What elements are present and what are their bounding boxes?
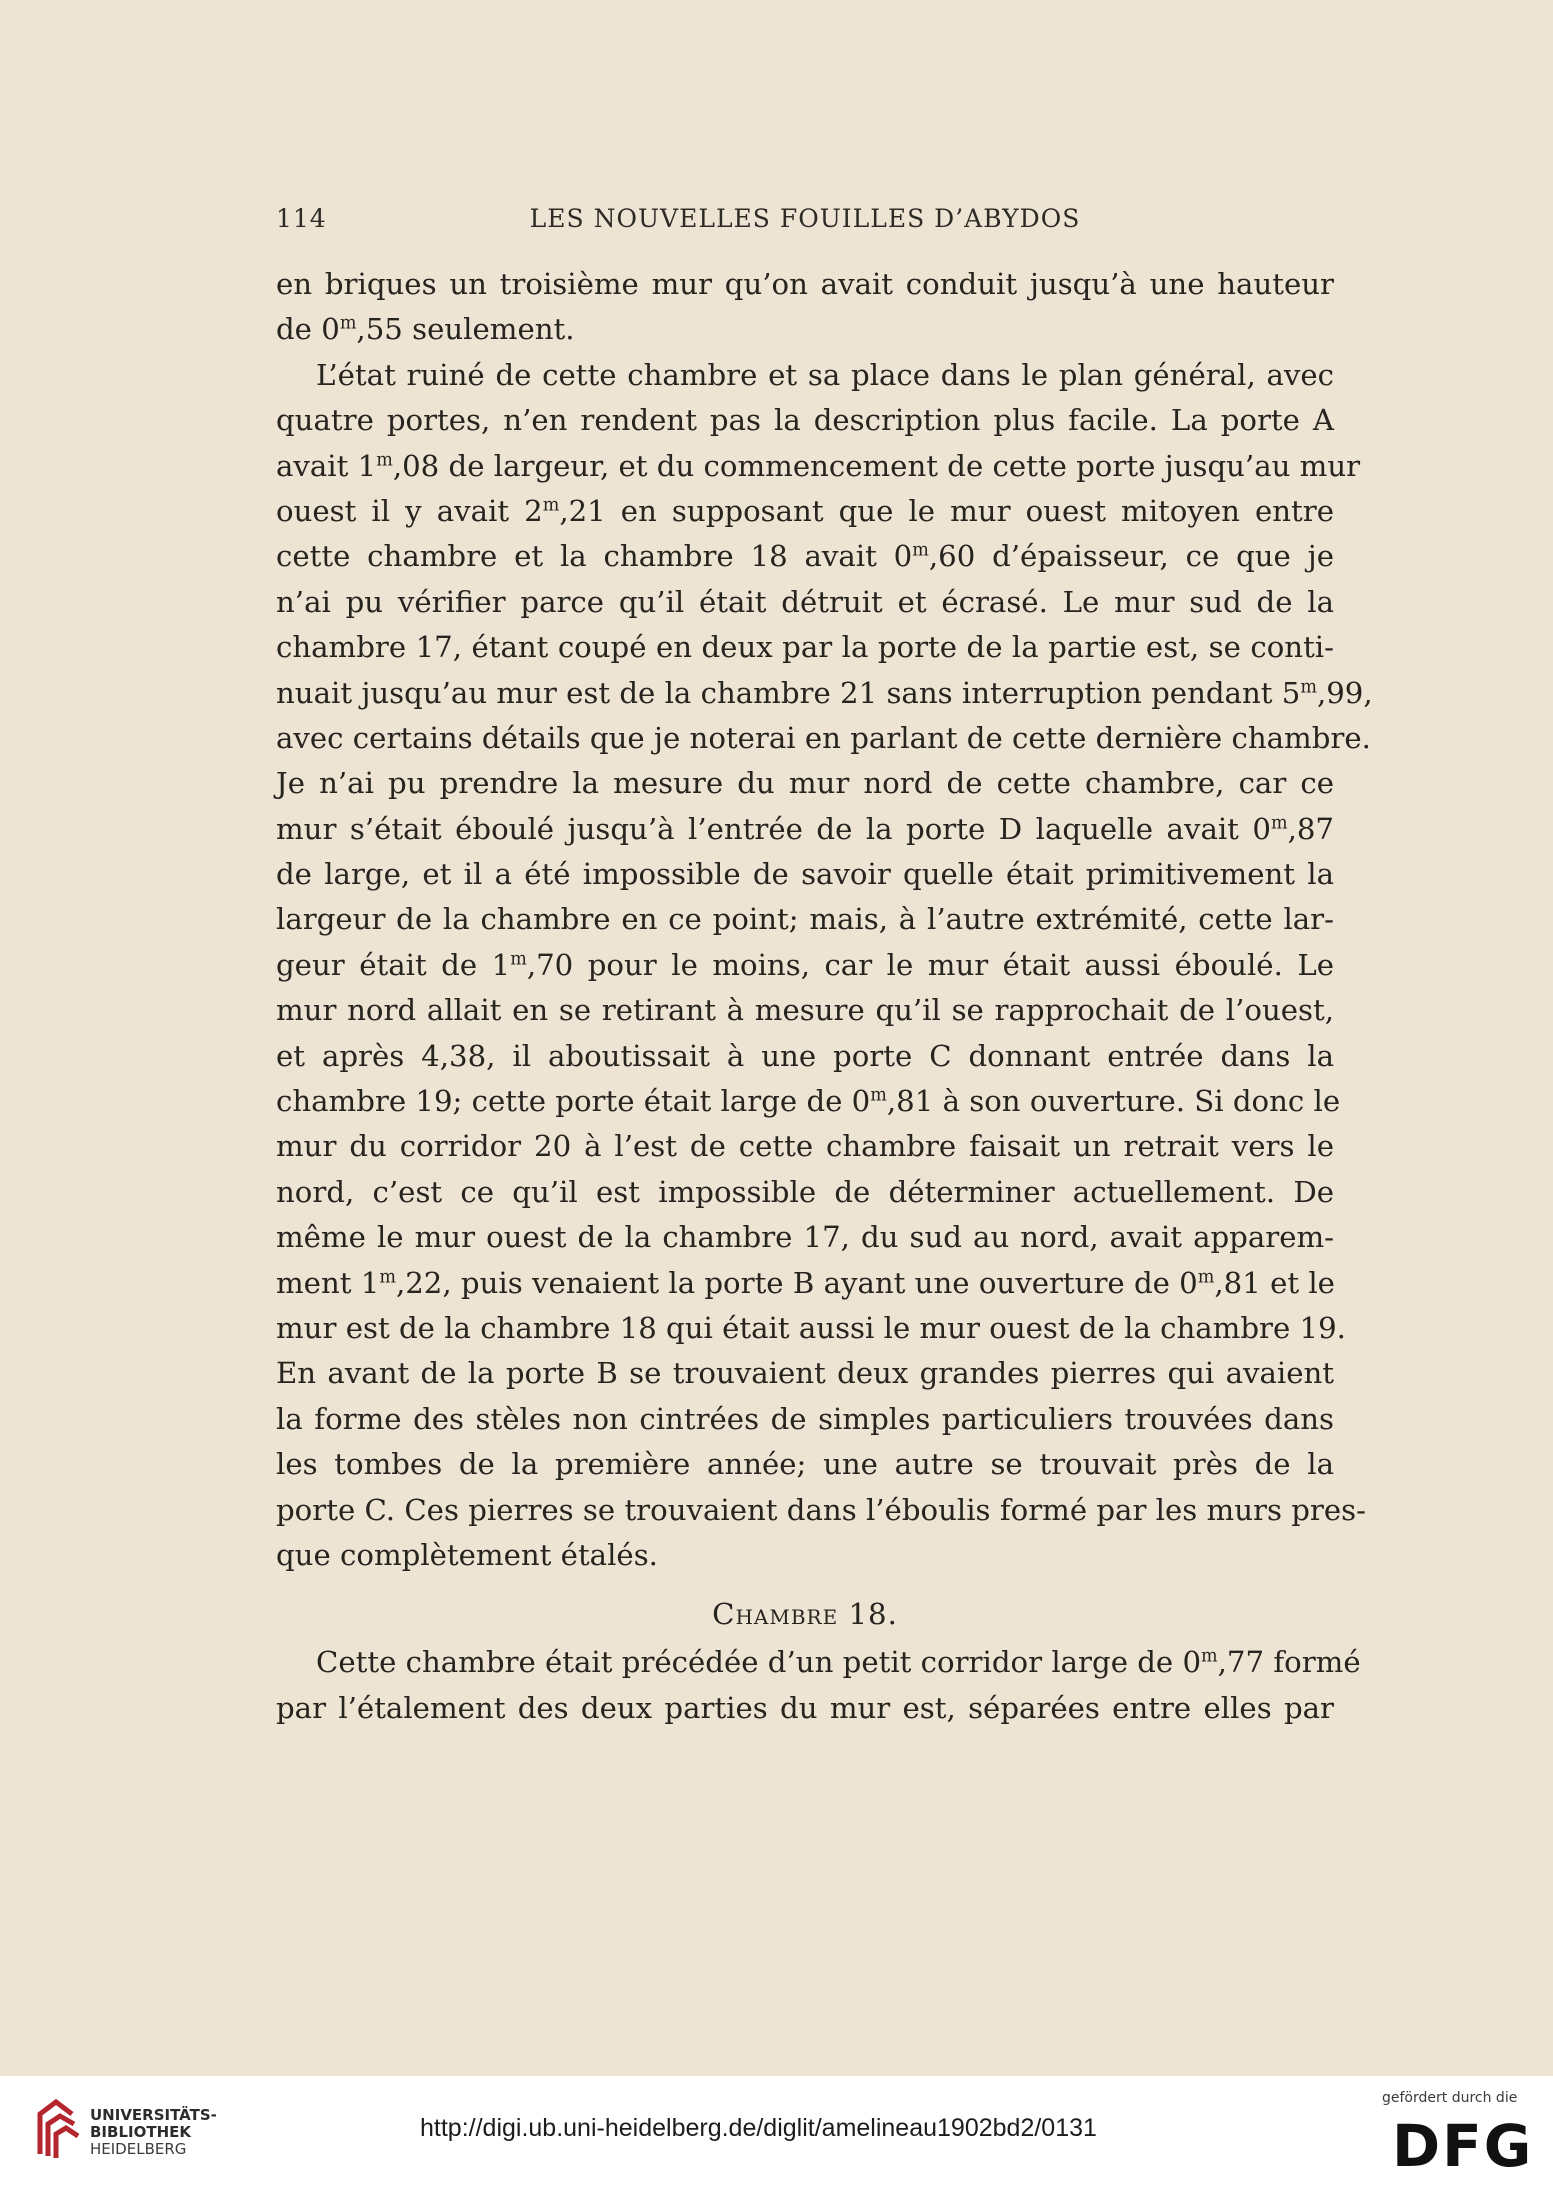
running-head — [276, 204, 1334, 238]
text-line: et après 4,38, il aboutissait à une porte C donnant entrée dans la — [276, 1038, 1334, 1073]
text-line: de large, et il a été impossible de savoir quelle était primitivement la — [276, 857, 1334, 892]
body-text — [276, 262, 1373, 1731]
text-line: chambre 17, étant coupé en deux par la porte de la partie est, se conti- — [276, 630, 1334, 665]
text-line: même le mur ouest de la chambre 17, du sud au nord, avait apparem- — [276, 1220, 1334, 1255]
text-line: avait 1$^m$,08 de largeur, et du commencement de cette porte jusqu’au mur — [276, 448, 1361, 483]
university-library-logo-icon — [34, 2094, 82, 2162]
text-line: mur nord allait en se retirant à mesure qu’il se rapprochait de l’ouest, — [276, 993, 1334, 1028]
text-line: ment 1$^m$,22, puis venaient la porte B ayant une ouverture de 0$^m$,81 et le — [276, 1265, 1335, 1300]
text-line: que complètement étalés. — [276, 1537, 658, 1572]
funded-by-label: gefördert durch die — [1382, 2090, 1518, 2106]
text-line: largeur de la chambre en ce point; mais, à l’autre extrémité, cette lar- — [276, 902, 1334, 937]
text-line: Cette chambre était précédée d’un petit corridor large de 0$^m$,77 formé — [316, 1645, 1361, 1680]
text-line: Je n’ai pu prendre la mesure du mur nord de cette chambre, car ce — [276, 766, 1334, 801]
paragraph-chamber-17 — [276, 353, 1373, 1579]
text-line: En avant de la porte B se trouvaient deux grandes pierres qui avaient — [276, 1356, 1334, 1391]
digitization-footer — [0, 2076, 1553, 2186]
text-line: avec certains détails que je noterai en parlant de cette dernière chambre. — [276, 720, 1371, 755]
text-line: mur est de la chambre 18 qui était aussi le mur ouest de la chambre 19. — [276, 1310, 1346, 1345]
text-line: porte C. Ces pierres se trouvaient dans l’éboulis formé par les murs pres- — [276, 1492, 1366, 1527]
text-line: mur s’était éboulé jusqu’à l’entrée de la porte D laquelle avait 0$^m$,87 — [276, 811, 1334, 846]
text-line: nord, c’est ce qu’il est impossible de déterminer actuellement. De — [276, 1174, 1334, 1209]
text-line: geur était de 1$^m$,70 pour le moins, car le mur était aussi éboulé. Le — [276, 947, 1335, 982]
text-line: nuait jusqu’au mur est de la chambre 21 sans interruption pendant 5$^m$,99, — [276, 675, 1373, 710]
text-line: ouest il y avait 2$^m$,21 en supposant que le mur ouest mitoyen entre — [276, 493, 1334, 528]
text-line: n’ai pu vérifier parce qu’il était détruit et écrasé. Le mur sud de la — [276, 584, 1334, 619]
running-title: LES NOUVELLES FOUILLES D’ABYDOS — [529, 204, 1081, 233]
library-name: UNIVERSITÄTS- BIBLIOTHEK HEIDELBERG — [90, 2106, 217, 2158]
text-line: par l’étalement des deux parties du mur est, séparées entre elles par — [276, 1690, 1334, 1725]
text-line: cette chambre et la chambre 18 avait 0$^m$,60 d’épaisseur, ce que je — [276, 539, 1334, 574]
text-line: quatre portes, n’en rendent pas la description plus facile. La porte A — [276, 403, 1334, 438]
section-heading: Chambre 18. — [712, 1597, 898, 1632]
text-line: mur du corridor 20 à l’est de cette chambre faisait un retrait vers le — [276, 1129, 1334, 1164]
paragraph-continuation — [276, 262, 1334, 353]
page-number: 114 — [276, 204, 327, 233]
text-line: en briques un troisième mur qu’on avait conduit jusqu’à une hauteur — [276, 267, 1334, 301]
permalink-url[interactable]: http://digi.ub.uni-heidelberg.de/diglit/amelineau1902bd2/0131 — [420, 2114, 1097, 2142]
text-line: L’état ruiné de cette chambre et sa place dans le plan général, avec — [316, 357, 1334, 392]
dfg-logo: DFG — [1392, 2112, 1534, 2180]
text-line: de 0$^m$,55 seulement. — [276, 312, 575, 347]
text-line: chambre 19; cette porte était large de 0$^m$,81 à son ouverture. Si donc le — [276, 1084, 1341, 1119]
text-line: la forme des stèles non cintrées de simples particuliers trouvées dans — [276, 1401, 1334, 1436]
paragraph-chamber-18 — [276, 1640, 1361, 1731]
text-line: les tombes de la première année; une autre se trouvait près de la — [276, 1447, 1334, 1482]
